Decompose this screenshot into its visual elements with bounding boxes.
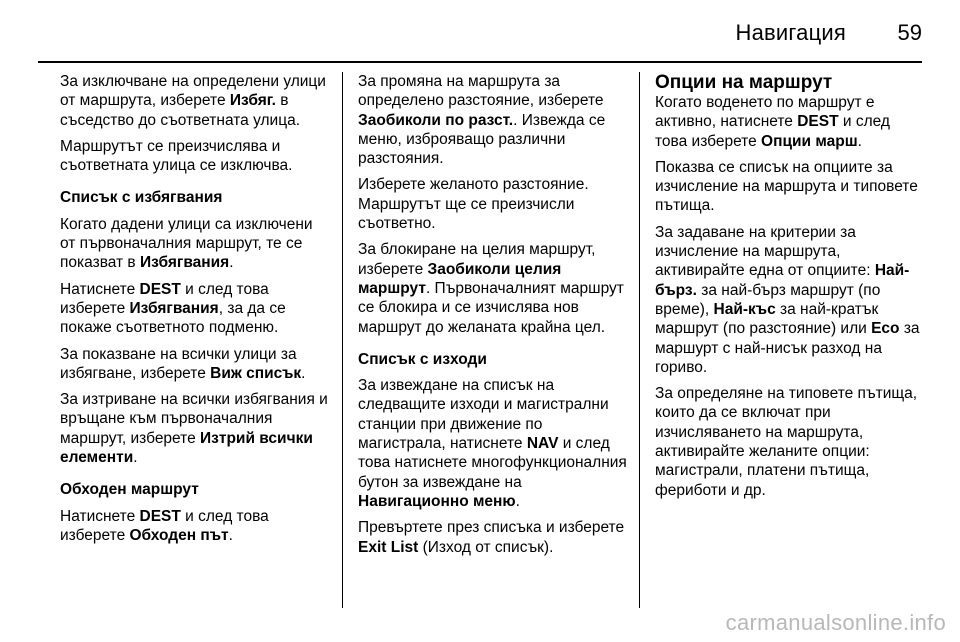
menu-term: Избягвания <box>129 299 219 317</box>
paragraph: За задаване на критерии за изчисление на маршрута, активирайте една от опциите: Най-бърз. за най-бърз маршрут (по време), Най-къс за най-кратък маршрут (по разстояние) или Eco за маршурт с най-нисък разход на гориво. <box>655 223 920 376</box>
column-3 <box>655 72 925 507</box>
paragraph: Показва се списък на опциите за изчисление на маршрута и типовете пътища. <box>655 158 918 215</box>
paragraph: Когато воденето по маршрут е активно, натиснете DEST и след това изберете Опции марш. <box>655 94 890 150</box>
column-divider-2 <box>639 72 640 608</box>
menu-term: Опции марш <box>761 132 858 150</box>
page-header <box>0 0 960 60</box>
menu-term: Най-бърз. <box>655 262 910 299</box>
menu-term: Обходен път <box>129 526 229 544</box>
paragraph: Натиснете DEST и след това изберете Обходен път. <box>60 507 269 544</box>
paragraph: За изтриване на всички избягвания и връщане към първоначалния маршрут, изберете Изтрий всички елементи. <box>60 391 328 467</box>
paragraph: Изберете желаното разстояние. Маршрутът ще се преизчисли съответно. <box>358 176 589 233</box>
watermark: carmanualsonline.info <box>725 610 946 635</box>
button-term: DEST <box>139 280 181 298</box>
paragraph: За извеждане на списък на следващите изходи и магистрални станции при движение по магистрала, натиснете NAV и след това натиснете многофункционалния бутон за извеждане на Навигационно меню. <box>358 377 627 510</box>
menu-term: Най-къс <box>713 300 776 318</box>
section-heading-exit-list: Списък с изходи <box>358 350 487 368</box>
column-2 <box>358 72 633 564</box>
button-term: DEST <box>797 113 839 131</box>
button-term: DEST <box>139 507 181 525</box>
button-term: NAV <box>526 435 559 453</box>
page-title: Навигация <box>735 20 846 45</box>
paragraph: За определяне на типовете пътища, които да се включат при изчисляването на маршрута, активирайте желаните опции: магистрали, платени пътища, фериботи и др. <box>655 385 918 499</box>
paragraph: Когато дадени улици са изключени от първоначалния маршрут, те се показват в Избягвания. <box>60 215 313 272</box>
page-number: 59 <box>897 20 922 45</box>
column-divider-1 <box>342 72 343 608</box>
section-heading-route-options: Опции на маршрут <box>655 72 833 93</box>
paragraph: Маршрутът се преизчислява и съответната улица се изключва. <box>60 137 293 175</box>
column-1 <box>60 72 330 552</box>
menu-term: Заобиколи по разст. <box>358 111 514 129</box>
menu-term: Exit List <box>358 538 419 556</box>
paragraph: За блокиране на целия маршрут, изберете Заобиколи целия маршрут. Първоначалният маршрут се блокира и се изчислява нов маршрут до желаната крайна цел. <box>358 241 624 336</box>
header-divider <box>38 61 922 63</box>
paragraph: За промяна на маршрута за определено разстояние, изберете Заобиколи по разст.. Извежда се меню, изброяващо различни разстояния. <box>358 73 606 168</box>
menu-term: Виж списък <box>210 364 302 382</box>
menu-term: Избягвания <box>139 254 230 272</box>
section-heading-detour: Обходен маршрут <box>60 481 199 499</box>
menu-term: Изтрий всички елементи <box>60 429 313 467</box>
menu-term: Навигационно меню <box>358 492 516 510</box>
section-heading-avoid-list: Списък с избягвания <box>60 189 223 207</box>
paragraph: За показване на всички улици за избягване, изберете Виж списък. <box>60 345 306 382</box>
paragraph: Превъртете през списъка и изберете Exit List (Изход от списък). <box>358 519 625 556</box>
menu-term: Eco <box>871 320 900 338</box>
menu-term: Заобиколи целия маршрут <box>358 260 562 297</box>
paragraph: За изключване на определени улици от маршрута, изберете Избяг. в съседство до съответната улица. <box>60 73 326 129</box>
paragraph: Натиснете DEST и след това изберете Избягвания, за да се покаже съответното подменю. <box>60 280 286 337</box>
menu-term: Избяг. <box>229 92 276 110</box>
